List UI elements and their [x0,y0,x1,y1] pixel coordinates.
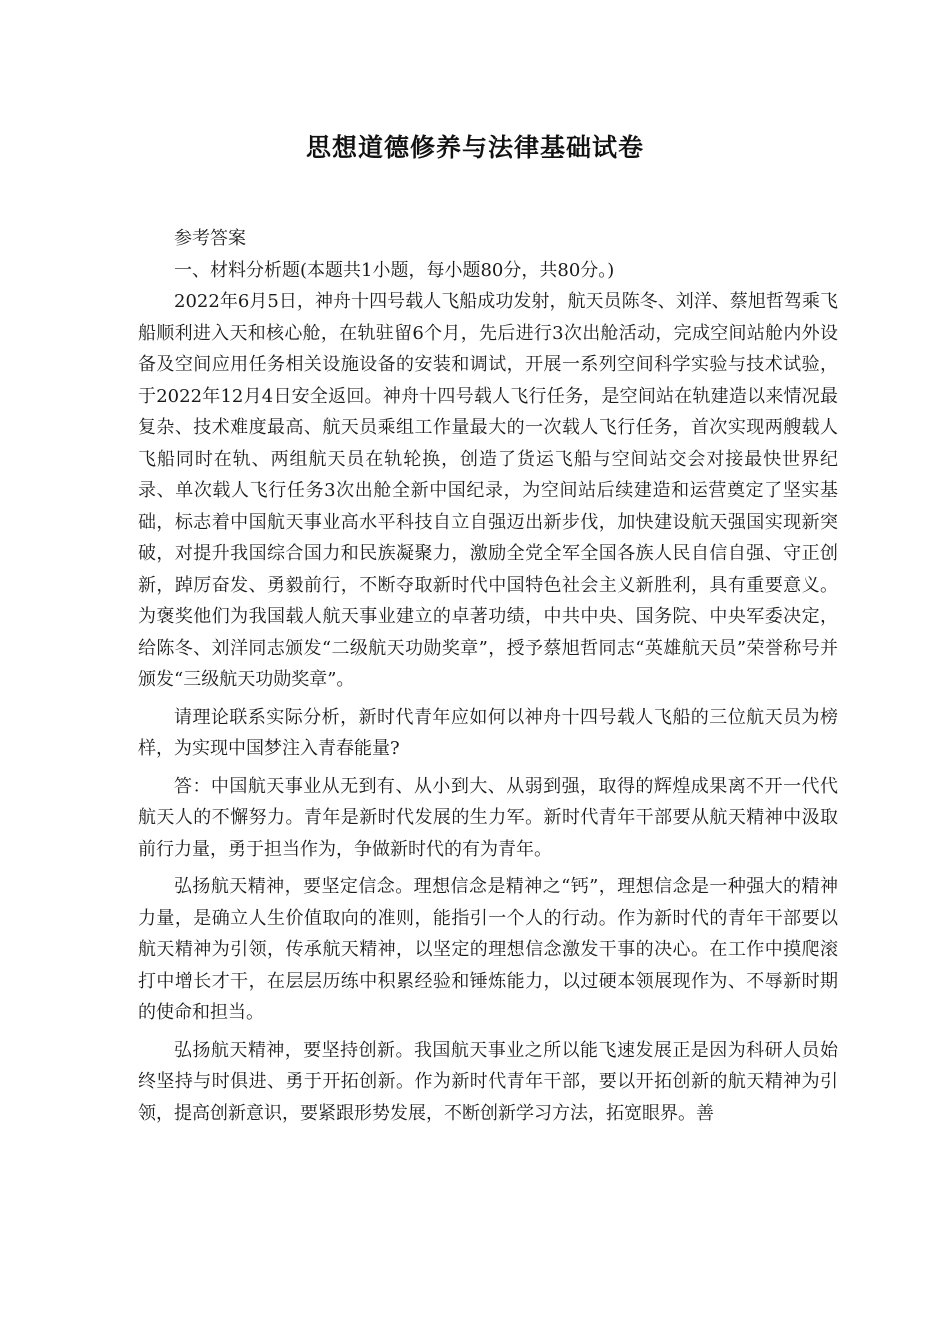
material-paragraph: 2022年6月5日，神舟十四号载人飞船成功发射，航天员陈冬、刘洋、蔡旭哲驾乘飞船顺利进入天和核心舱，在轨驻留6个月，先后进行3次出舱活动，完成空间站舱内外设备及空间应用任务相关设施设备的安装和调试，开展一系列空间科学实验与技术试验，于2022年12月4日安全返回。神舟十四号载人飞行任务，是空间站在轨建造以来情况最复杂、技术难度最高、航天员乘组工作量最大的一次载人飞行任务，首次实现两艘载人飞船同时在轨、两组航天员在轨轮换，创造了货运飞船与空间站交会对接最快世界纪录、单次载人飞行任务3次出舱全新中国纪录，为空间站后续建造和运营奠定了坚实基础，标志着中国航天事业高水平科技自立自强迈出新步伐，加快建设航天强国实现新突破，对提升我国综合国力和民族凝聚力，激励全党全军全国各族人民自信自强、守正创新，踔厉奋发、勇毅前行，不断夺取新时代中国特色社会主义新胜利，具有重要意义。为褒奖他们为我国载人航天事业建立的卓著功绩，中共中央、国务院、中央军委决定，给陈冬、刘洋同志颁发“二级航天功勋奖章”，授予蔡旭哲同志“英雄航天员”荣誉称号并颁发“三级航天功勋奖章”。 [138,291,838,690]
answer-heading: 参考答案 [174,228,246,249]
section-heading: 一、材料分析题(本题共1小题，每小题80分，共80分。) [174,259,615,281]
question-paragraph: 请理论联系实际分析，新时代青年应如何以神舟十四号载人飞船的三位航天员为榜样，为实现中国梦注入青春能量? [138,706,838,759]
document-title: 思想道德修养与法律基础试卷 [305,133,644,162]
document-body [138,223,838,1129]
answer-paragraph: 弘扬航天精神，要坚持创新。我国航天事业之所以能飞速发展正是因为科研人员始终坚持与时俱进、勇于开拓创新。作为新时代青年干部，要以开拓创新的航天精神为引领，提高创新意识，要紧跟形势发展，不断创新学习方法，拓宽眼界。善 [138,1039,838,1124]
answer-paragraph: 弘扬航天精神，要坚定信念。理想信念是精神之“钙”，理想信念是一种强大的精神力量，是确立人生价值取向的准则，能指引一个人的行动。作为新时代的青年干部要以航天精神为引领，传承航天精神，以坚定的理想信念激发干事的决心。在工作中摸爬滚打中增长才干，在层层历练中积累经验和锤炼能力，以过硬本领展现作为、不辱新时期的使命和担当。 [138,876,838,1023]
answer-paragraph: 答：中国航天事业从无到有、从小到大、从弱到强，取得的辉煌成果离不开一代代航天人的不懈努力。青年是新时代发展的生力军。新时代青年干部要从航天精神中汲取前行力量，勇于担当作为，争做新时代的有为青年。 [138,775,838,860]
